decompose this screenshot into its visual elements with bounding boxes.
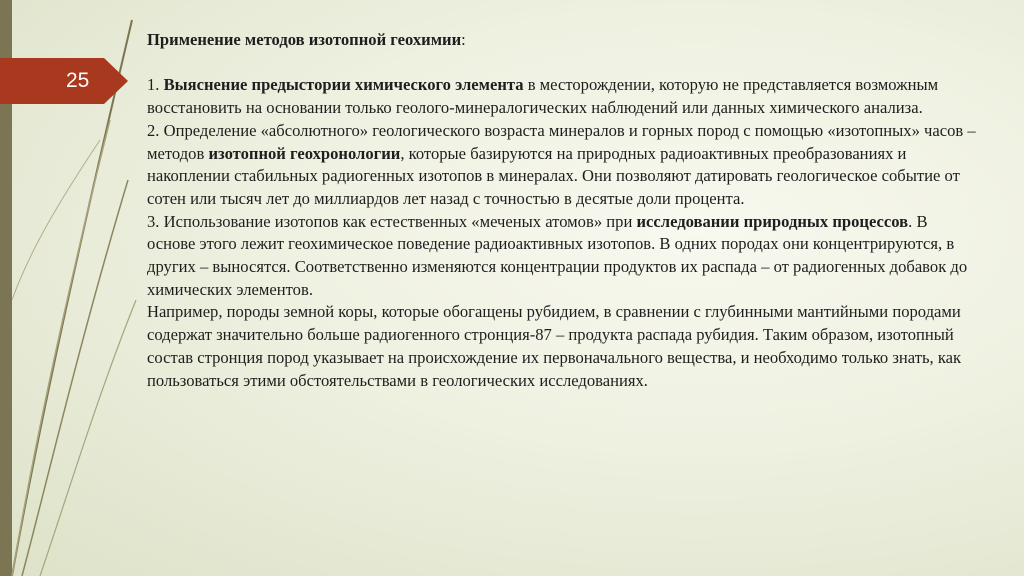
list-item xyxy=(147,211,977,302)
example-paragraph: Например, породы земной коры, которые обогащены рубидием, в сравнении с глубинными мантийными породами содержат значительно больше радиогенного стронция-87 – продукта распада рубидия. Таким образом, изотопный состав стронция пород указывает на происхождение их первоначального вещества, и необходимо только знать, как пользоваться этими обстоятельствами в геологических исследованиях. xyxy=(147,302,962,390)
item-text: , которые базируются на природных радиоактивных преобразованиях и накоплении стабильных радиогенных изотопов в минералах. Они позволяют датировать геологическое событие от сотен или тысяч лет до миллиардов лет назад с точностью в десятые доли процента. xyxy=(147,143,960,208)
slide-title xyxy=(147,29,977,52)
item-bold-text: Выяснение предыстории химического элемента xyxy=(163,75,524,95)
item-text: 2. Определение «абсолютного» геологического возраста минералов и горных пород с помощью «изотопных» часов – методов xyxy=(147,120,976,163)
slide-title-rest: : xyxy=(461,30,466,49)
item-text: в месторождении, которую не представляется возможным восстановить на основании только геолого-минералогических наблюдений или данных химического анализа. xyxy=(147,75,939,118)
item-bold-text: исследовании природных процессов xyxy=(636,211,909,231)
slide-number: 25 xyxy=(66,69,90,92)
item-text: . В основе этого лежит геохимическое поведение радиоактивных изотопов. В одних породах они концентрируются, в других – выносятся. Соответственно изменяются концентрации продуктов их распада – от радиогенных добавок до химических элементов. xyxy=(147,211,968,299)
item-bold-text: изотопной геохронологии xyxy=(208,143,401,163)
slide-content xyxy=(147,29,977,392)
item-text: 3. Использование изотопов как естественных «меченых атомов» при xyxy=(147,211,637,231)
list-item xyxy=(147,74,977,119)
slide-title-bold: Применение методов изотопной геохимии xyxy=(147,30,462,49)
list-item xyxy=(147,120,977,211)
item-text: 1. xyxy=(147,75,164,95)
